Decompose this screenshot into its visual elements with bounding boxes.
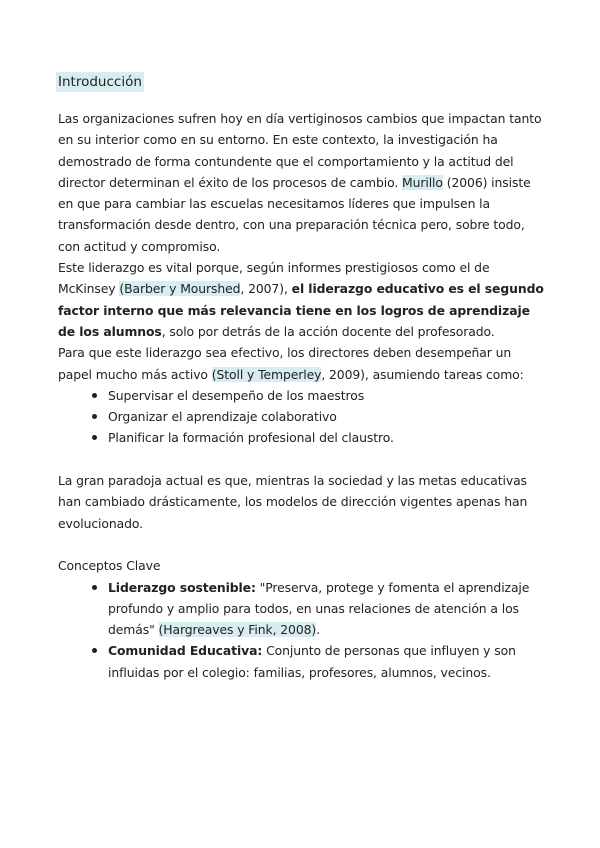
concepts-list [58, 577, 548, 683]
concept-text: Conjunto de personas que influyen y son influidas por el colegio: familias, profesores, alumnos, vecinos. [108, 643, 516, 680]
section-heading: Introducción [58, 74, 142, 90]
paragraph-leadership [58, 257, 548, 342]
paragraph-intro [58, 108, 548, 257]
citation-hargreaves: (Hargreaves y Fink, 2008) [158, 622, 317, 638]
bold-statement: el liderazgo educativo es el segundo factor interno que más relevancia tiene en los logros de aprendizaje de los alumnos [58, 281, 544, 339]
citation-murillo: Murillo [402, 174, 443, 190]
paragraph-text: , 2007), [240, 281, 292, 297]
citation-barber: (Barber y Mourshed [119, 281, 241, 297]
paragraph-text: Para que este liderazgo sea efectivo, los directores deben desempeñar un papel mucho más activo [58, 345, 512, 382]
citation-stoll: (Stoll y Temperley [211, 366, 322, 382]
list-item: Planificar la formación profesional del claustro. [58, 427, 548, 448]
paragraph-text: (2006) insiste en que para cambiar las escuelas necesitamos líderes que impulsen la transformación desde dentro, con una preparación técnica pero, sobre todo, con actitud y compromiso. [58, 174, 531, 254]
paragraph-paradox: La gran paradoja actual es que, mientras la sociedad y las metas educativas han cambiado drásticamente, los modelos de dirección vigentes apenas han evolucionado. [58, 473, 528, 531]
paragraph-text: Este liderazgo es vital porque, según informes prestigiosos como el de McKinsey [58, 260, 490, 297]
task-list [58, 385, 548, 449]
concept-text: "Preserva, protege y fomenta el aprendizaje profundo y amplio para todos, en unas relaciones de atención a los demás" [108, 579, 530, 638]
list-item [58, 640, 548, 683]
concept-term: Liderazgo sostenible: [108, 579, 256, 595]
paragraph-text: Las organizaciones sufren hoy en día vertiginosos cambios que impactan tanto en su interior como en su entorno. En este contexto, la investigación ha demostrado de forma contundente que el comportamiento y la actitud del director determinan el éxito de los procesos de cambio. [58, 111, 542, 190]
paragraph-tasks [58, 342, 548, 385]
paragraph-text: , solo por detrás de la acción docente del profesorado. [161, 323, 495, 339]
concept-term: Comunidad Educativa: [108, 643, 263, 659]
paragraph-text: , 2009), asumiendo tareas como: [321, 366, 524, 382]
list-item: Supervisar el desempeño de los maestros [58, 385, 548, 406]
concepts-heading: Conceptos Clave [58, 558, 161, 574]
list-item [58, 577, 548, 641]
list-item: Organizar el aprendizaje colaborativo [58, 406, 548, 427]
concept-end: . [316, 622, 320, 638]
document-body [58, 108, 548, 683]
